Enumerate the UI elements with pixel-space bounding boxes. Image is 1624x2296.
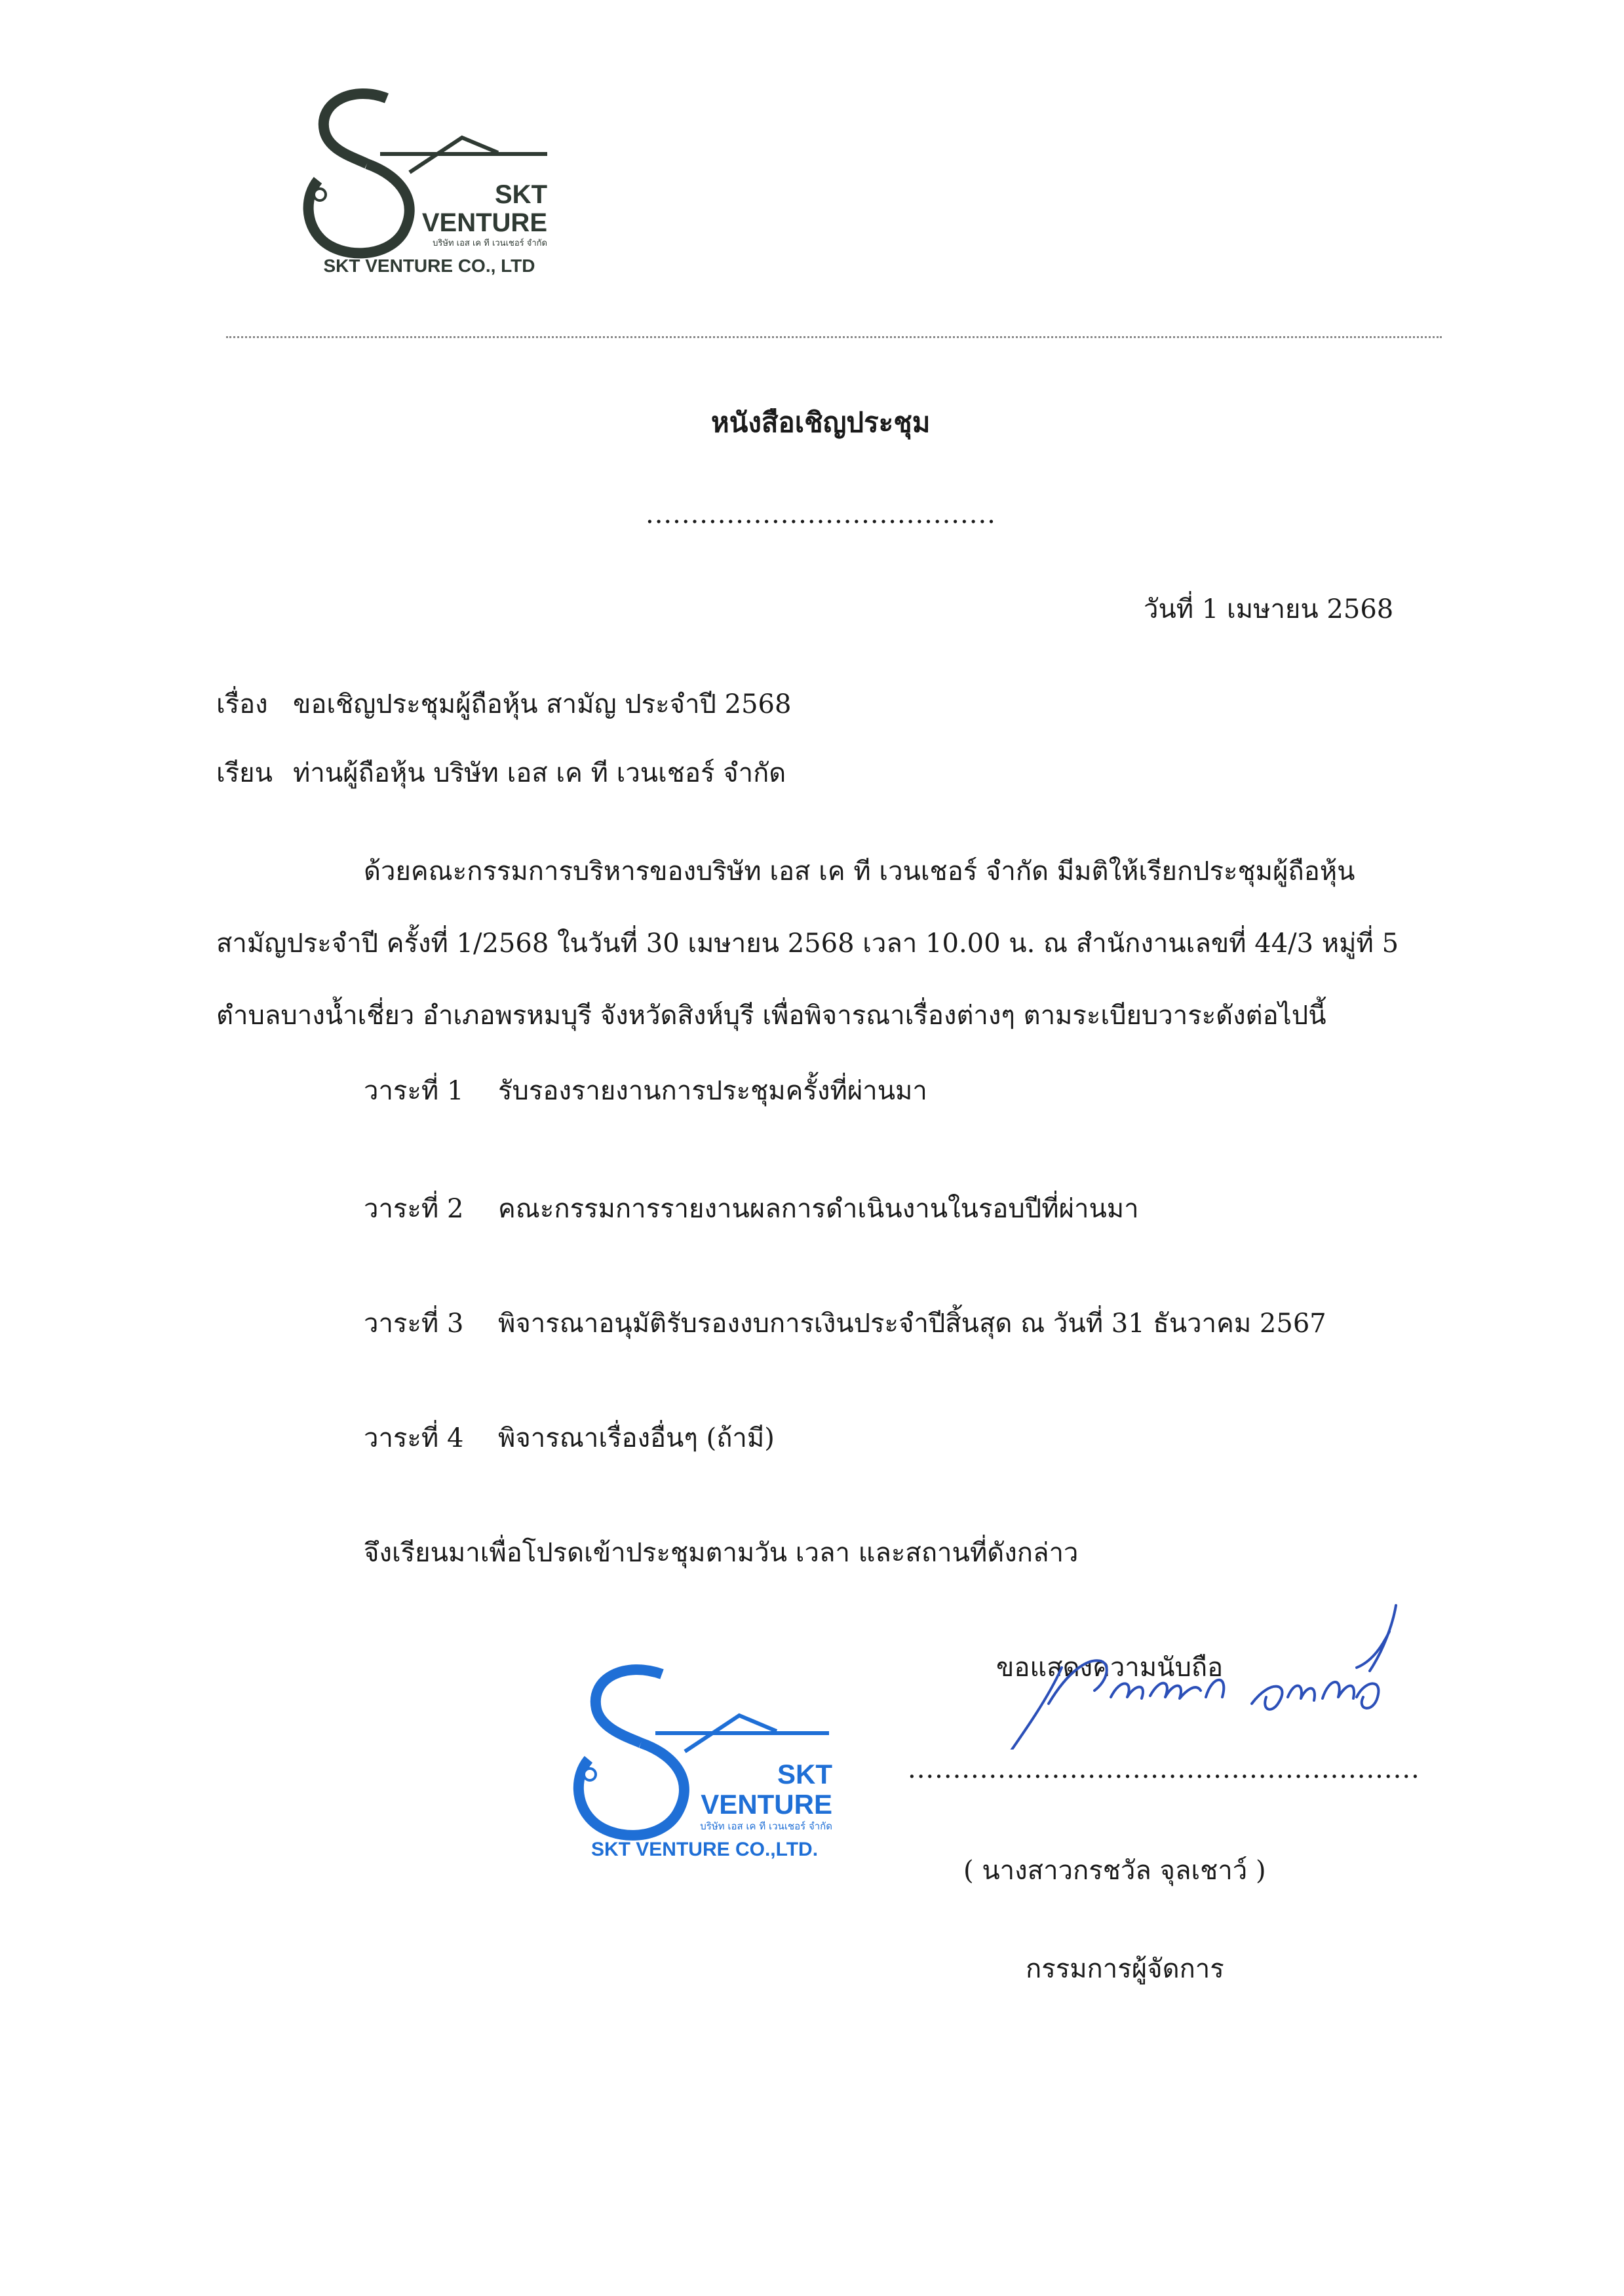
logo-brand-full: SKT VENTURE CO., LTD [323,256,535,276]
agenda-item-4-text: พิจารณาเรื่องอื่นๆ (ถ้ามี) [498,1423,775,1453]
header-divider [226,336,1442,338]
company-logo-mark [288,82,570,278]
body-line-3: ตำบลบางน้ำเชี่ยว อำเภอพรหมบุรี จังหวัดสิงห์บุรี เพื่อพิจารณาเรื่องต่างๆ ตามระเบียบวาระดังต่อไปนี้ [216,1001,1326,1031]
company-stamp [557,1658,852,1861]
body-line-1: ด้วยคณะกรรมการบริหารของบริษัท เอส เค ที เวนเชอร์ จำกัด มีมติให้เรียกประชุมผู้ถือหุ้น [364,856,1355,887]
agenda-item-2-number: วาระที่ 2 [364,1194,464,1224]
company-stamp-mark [557,1658,852,1861]
document-number-blank: ....................................... [646,499,996,529]
stamp-brand-top: SKT [777,1759,832,1789]
logo-brand-main: VENTURE [421,208,547,237]
signature-line: ......................................................... [908,1754,1420,1784]
agenda-item-3-text: พิจารณาอนุมัติรับรองงบการเงินประจำปีสิ้นสุด ณ วันที่ 31 ธันวาคม 2567 [498,1309,1326,1339]
agenda-item-2-text: คณะกรรมการรายงานผลการดำเนินงานในรอบปีที่ผ่านมา [498,1194,1139,1224]
company-logo [288,82,570,278]
closing-sentence: จึงเรียนมาเพื่อโปรดเข้าประชุมตามวัน เวลา และสถานที่ดังกล่าว [364,1538,1079,1568]
regards-text: ขอแสดงความนับถือ [996,1653,1224,1683]
to-label: เรียน [216,758,273,788]
agenda-item-4-number: วาระที่ 4 [364,1423,464,1453]
handwritten-signature [963,1599,1435,1750]
agenda-item-1-number: วาระที่ 1 [364,1076,464,1106]
logo-brand-thai: บริษัท เอส เค ที เวนเชอร์ จำกัด [433,239,547,248]
document-date: วันที่ 1 เมษายน 2568 [1144,594,1394,624]
body-line-2: สามัญประจำปี ครั้งที่ 1/2568 ในวันที่ 30 เมษายน 2568 เวลา 10.00 น. ณ สำนักงานเลขที่ 44/3 หมู่ที่ 5 [216,928,1399,959]
subject-text: ขอเชิญประชุมผู้ถือหุ้น สามัญ ประจำปี 2568 [293,689,792,719]
stamp-brand-main: VENTURE [701,1789,832,1820]
signer-position: กรรมการผู้จัดการ [1026,1954,1224,1984]
stamp-brand-full: SKT VENTURE CO.,LTD. [590,1839,819,1860]
stamp-brand-thai: บริษัท เอส เค ที เวนเชอร์ จำกัด [700,1820,832,1832]
signer-name: ( นางสาวกรชวัล จุลเชาว์ ) [963,1856,1266,1886]
agenda-item-1-text: รับรองรายงานการประชุมครั้งที่ผ่านมา [498,1076,927,1106]
document-title: หนังสือเชิญประชุม [711,406,931,438]
to-text: ท่านผู้ถือหุ้น บริษัท เอส เค ที เวนเชอร์ จำกัด [293,758,786,788]
logo-brand-top: SKT [495,180,547,209]
agenda-item-3-number: วาระที่ 3 [364,1309,464,1339]
subject-label: เรื่อง [216,689,268,719]
